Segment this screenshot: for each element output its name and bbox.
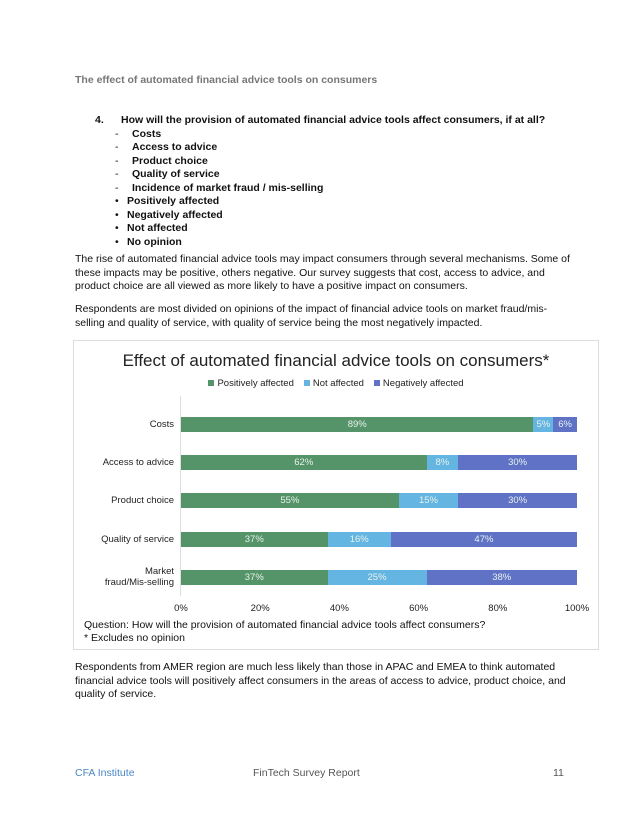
- bar-segment-positively-affected: [181, 493, 399, 508]
- survey-question: [95, 114, 545, 249]
- category-label: Access to advice: [102, 457, 174, 468]
- paragraph: Respondents from AMER region are much less likely than those in APAC and EMEA to think automated financial advice tools will positively affect consumers in the areas of access to advice, product choice, and quality of service.: [75, 661, 566, 700]
- sub-item: [95, 155, 545, 169]
- data-label: 89%: [347, 419, 367, 430]
- sub-item-label: Quality of service: [132, 168, 220, 180]
- bar-segment-not-affected: [399, 493, 458, 508]
- data-label: 16%: [349, 534, 369, 545]
- dash-marker: -: [115, 168, 119, 180]
- data-label: 8%: [435, 457, 450, 468]
- plot-area: [74, 341, 598, 649]
- x-tick-label: 0%: [174, 603, 188, 614]
- bar-segment-not-affected: [328, 532, 391, 547]
- bar-segment-negatively-affected: [553, 417, 577, 432]
- x-tick-label: 40%: [329, 603, 349, 614]
- footer-report-title: FinTech Survey Report: [253, 767, 360, 779]
- data-label: 55%: [280, 495, 300, 506]
- legend-label: Negatively affected: [382, 378, 464, 389]
- sub-item-label: Product choice: [132, 154, 208, 167]
- paragraph: Respondents are most divided on opinions of the impact of financial advice tools on market fraud/mis-selling and quality of service, with quality of service being the most negatively impacted.: [75, 303, 548, 329]
- legend-label: Positively affected: [217, 378, 294, 389]
- x-tick-label: 80%: [488, 603, 508, 614]
- sub-item: [95, 141, 545, 155]
- data-label: 15%: [418, 495, 438, 506]
- sub-item: [95, 182, 545, 196]
- chart-question-note: Question: How will the provision of automated financial advice tools affect consumers?: [84, 619, 486, 631]
- footer-page-number: 11: [553, 767, 564, 779]
- option-label: Not affected: [127, 222, 188, 234]
- bar-segment-not-affected: [533, 417, 553, 432]
- option-item: [95, 236, 545, 250]
- category-label: Product choice: [111, 495, 174, 506]
- chart-note: [84, 619, 485, 644]
- question-number: 4.: [95, 114, 104, 126]
- data-label: 25%: [367, 572, 387, 583]
- option-item: [95, 209, 545, 223]
- sub-item-label: Costs: [132, 127, 162, 140]
- data-label: 5%: [536, 419, 551, 430]
- bar-segment-positively-affected: [181, 417, 533, 432]
- footer-org: CFA Institute: [75, 767, 135, 779]
- data-label: 37%: [244, 534, 264, 545]
- x-tick-label: 60%: [409, 603, 429, 614]
- category-label: Market fraud/Mis-selling: [104, 566, 174, 588]
- question-text: How will the provision of automated financial advice tools affect consumers, if at all?: [121, 114, 546, 126]
- bullet-icon: •: [115, 235, 119, 248]
- option-item: [95, 222, 545, 236]
- category-label: Quality of service: [101, 534, 174, 545]
- sub-item-label: Incidence of market fraud / mis-selling: [132, 181, 324, 194]
- bar-segment-positively-affected: [181, 570, 328, 585]
- dash-marker: -: [115, 141, 119, 153]
- section-title: The effect of automated financial advice tools on consumers: [75, 74, 378, 86]
- bar-segment-negatively-affected: [391, 532, 577, 547]
- data-label: 6%: [558, 419, 572, 430]
- sub-item: [95, 168, 545, 182]
- dash-marker: -: [115, 127, 119, 140]
- paragraph: The rise of automated financial advice tools may impact consumers through several mechanisms. Some of these impacts may be positive, others negative. Our survey suggests that cost, access to advice, and product choice are all viewed as more likely to have a positive impact on consumers.: [75, 253, 570, 292]
- bar-segment-positively-affected: [181, 455, 427, 470]
- data-label: 30%: [508, 457, 528, 468]
- bar-segment-positively-affected: [181, 532, 328, 547]
- bar-segment-negatively-affected: [458, 493, 577, 508]
- sub-item: [95, 128, 545, 142]
- sub-item-label: Access to advice: [132, 141, 218, 153]
- bullet-icon: •: [115, 222, 119, 234]
- bar-segment-negatively-affected: [427, 570, 577, 585]
- data-label: 47%: [474, 534, 494, 545]
- dash-marker: -: [115, 154, 119, 167]
- dash-marker: -: [115, 181, 119, 194]
- legend-label: Not affected: [312, 378, 364, 389]
- bar-segment-negatively-affected: [458, 455, 577, 470]
- data-label: 62%: [294, 457, 314, 468]
- option-label: Negatively affected: [127, 208, 223, 221]
- category-label: Costs: [149, 419, 174, 430]
- option-label: Positively affected: [127, 195, 220, 207]
- option-label: No opinion: [127, 235, 182, 248]
- chart-footnote: * Excludes no opinion: [84, 631, 185, 644]
- option-item: [95, 195, 545, 209]
- chart-title: Effect of automated financial advice tools on consumers*: [122, 351, 550, 370]
- data-label: 37%: [244, 572, 264, 583]
- bar-segment-not-affected: [427, 455, 459, 470]
- bullet-icon: •: [115, 208, 119, 221]
- data-label: 38%: [492, 572, 512, 583]
- x-tick-label: 20%: [250, 603, 270, 614]
- bullet-icon: •: [115, 195, 119, 207]
- x-tick-label: 100%: [564, 603, 590, 614]
- data-label: 30%: [508, 495, 528, 506]
- bar-segment-not-affected: [328, 570, 427, 585]
- stacked-bar-chart: [73, 340, 599, 650]
